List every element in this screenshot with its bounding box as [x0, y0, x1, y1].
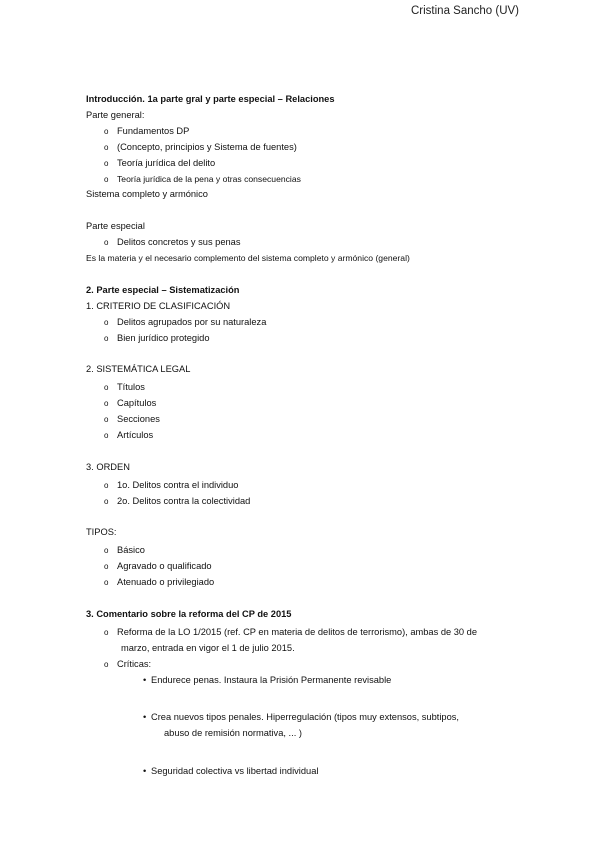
list-item — [86, 478, 526, 494]
list-item — [86, 156, 526, 172]
list-item-text: Delitos agrupados por su naturaleza — [117, 316, 267, 327]
section-title-intro: Introducción. 1a parte gral y parte especial – Relaciones — [86, 94, 335, 104]
list-item-text: Bien jurídico protegido — [117, 332, 210, 343]
list-item-text: 1o. Delitos contra el individuo — [117, 479, 239, 490]
criticas-label: Críticas: — [117, 658, 152, 669]
section-title-sistematizacion: 2. Parte especial – Sistematización — [86, 284, 240, 295]
section-title-reforma: 3. Comentario sobre la reforma del CP de 2015 — [86, 608, 292, 619]
list-item-text: Agravado o qualificado — [117, 561, 212, 572]
circle-bullet-icon: o — [104, 317, 109, 327]
list-item — [86, 494, 526, 510]
criterio-label: 1. CRITERIO DE CLASIFICACIÓN — [86, 300, 231, 311]
list-item-text: 2o. Delitos contra la colectividad — [117, 495, 251, 506]
parte-especial-label: Parte especial — [86, 221, 145, 232]
circle-bullet-icon: o — [104, 415, 109, 425]
list-item-text: Delitos concretos y sus penas — [117, 237, 241, 248]
tipos-label: TIPOS: — [86, 527, 117, 538]
sistematica-label: 2. SISTEMÁTICA LEGAL — [86, 364, 191, 375]
list-item — [86, 315, 526, 331]
document-body — [86, 92, 526, 780]
list-item-text: Teoría jurídica de la pena y otras consecuencias — [117, 173, 301, 184]
list-item-text: Atenuado o privilegiado — [117, 577, 215, 588]
list-item — [86, 428, 526, 444]
sub-list-item — [86, 673, 526, 689]
circle-bullet-icon: o — [104, 480, 109, 490]
list-item-text: Secciones — [117, 414, 160, 425]
list-item-text: Reforma de la LO 1/2015 (ref. CP en materia de delitos de terrorismo), ambas de 30 de — [117, 626, 478, 637]
list-item — [86, 331, 526, 347]
circle-bullet-icon: o — [104, 399, 109, 409]
list-item — [86, 172, 526, 188]
list-item — [86, 380, 526, 396]
list-item — [86, 657, 526, 673]
circle-bullet-icon: o — [104, 333, 109, 343]
parte-general-summary: Sistema completo y armónico — [86, 189, 208, 200]
circle-bullet-icon: o — [104, 430, 109, 440]
circle-bullet-icon: o — [104, 383, 109, 393]
dot-bullet-icon: • — [143, 766, 147, 777]
sub-list-item-text: Seguridad colectiva vs libertad individual — [151, 766, 319, 777]
list-item — [86, 575, 526, 591]
list-item — [86, 543, 526, 559]
parte-especial-summary: Es la materia y el necesario complemento del sistema completo y armónico (general) — [86, 253, 410, 264]
circle-bullet-icon: o — [104, 158, 109, 168]
dot-bullet-icon: • — [143, 674, 147, 685]
sub-list-item — [86, 710, 526, 742]
sub-list-item-text-continuation: abuso de remisión normativa, ... ) — [164, 728, 302, 739]
circle-bullet-icon: o — [104, 496, 109, 506]
list-item — [86, 625, 526, 657]
list-item — [86, 412, 526, 428]
list-item-text: Básico — [117, 545, 145, 556]
sub-list-item — [86, 764, 526, 780]
list-item — [86, 396, 526, 412]
list-item-text: Teoría jurídica del delito — [117, 157, 216, 168]
header-author: Cristina Sancho (UV) — [410, 5, 519, 17]
list-item — [86, 124, 526, 140]
list-item-text: Artículos — [117, 429, 154, 440]
circle-bullet-icon: o — [104, 238, 109, 248]
list-item — [86, 140, 526, 156]
circle-bullet-icon: o — [104, 174, 109, 184]
circle-bullet-icon: o — [104, 578, 109, 588]
circle-bullet-icon: o — [104, 562, 109, 572]
circle-bullet-icon: o — [104, 142, 109, 152]
circle-bullet-icon: o — [104, 659, 109, 669]
circle-bullet-icon: o — [104, 627, 109, 637]
list-item-text: Títulos — [117, 382, 145, 393]
dot-bullet-icon: • — [143, 712, 147, 723]
sub-list-item-text: Endurece penas. Instaura la Prisión Permanente revisable — [151, 674, 392, 685]
sub-list-item-text: Crea nuevos tipos penales. Hiperregulación (tipos muy extensos, subtipos, — [151, 712, 459, 723]
list-item-text: (Concepto, principios y Sistema de fuentes) — [117, 141, 297, 152]
list-item-text: Fundamentos DP — [117, 125, 190, 136]
list-item-text: Capítulos — [117, 398, 157, 409]
circle-bullet-icon: o — [104, 546, 109, 556]
parte-general-label: Parte general: — [86, 109, 145, 120]
list-item — [86, 235, 526, 251]
list-item-text-continuation: marzo, entrada en vigor el 1 de julio 2015. — [121, 642, 295, 653]
circle-bullet-icon: o — [104, 126, 109, 136]
orden-label: 3. ORDEN — [86, 461, 130, 472]
list-item — [86, 559, 526, 575]
